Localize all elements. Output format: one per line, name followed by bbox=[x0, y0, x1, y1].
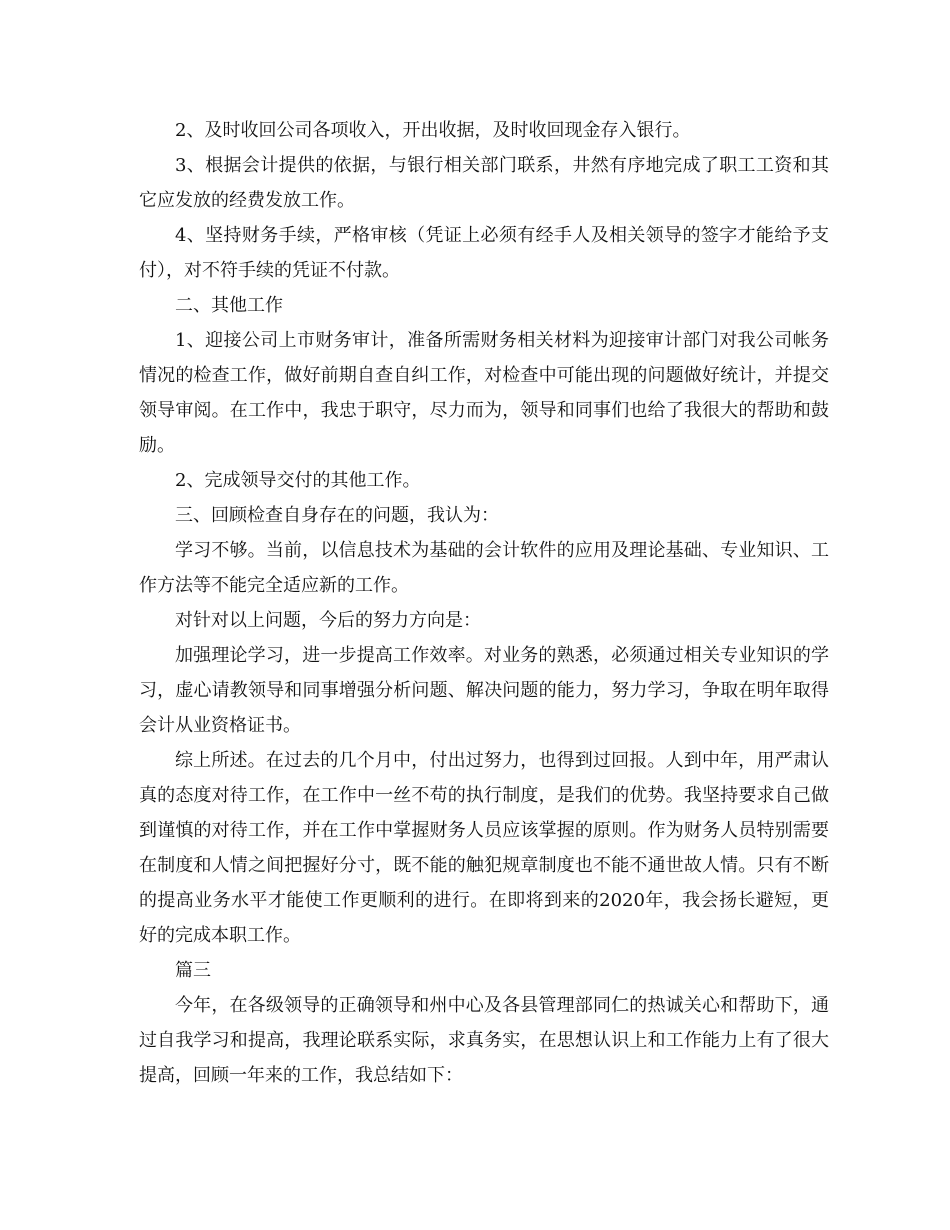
paragraph-direction-intro: 对针对以上问题，今后的努力方向是： bbox=[175, 610, 481, 631]
section-heading-review: 三、回顾检查自身存在的问题，我认为： bbox=[175, 505, 499, 526]
paragraph-insufficient-study: 学习不够。当前，以信息技术为基础的会计软件的应用及理论基础、专业知识、工作方法等不能完全适应新的工作。 bbox=[139, 540, 829, 596]
paragraph-other-tasks: 2、完成领导交付的其他工作。 bbox=[175, 470, 421, 491]
paragraph-audit: 1、迎接公司上市财务审计，准备所需财务相关材料为迎接审计部门对我公司帐务情况的检查工作，做好前期自查自纠工作，对检查中可能出现的问题做好统计，并提交领导审阅。在工作中，我忠于职守，尽力而为，领导和同事们也给了我很大的帮助和鼓励。 bbox=[139, 330, 829, 456]
document-body bbox=[139, 113, 829, 1093]
paragraph-strict-review: 4、坚持财务手续，严格审核（凭证上必须有经手人及相关领导的签字才能给予支付），对不符手续的凭证不付款。 bbox=[139, 225, 829, 281]
paragraph-summary: 综上所述。在过去的几个月中，付出过努力，也得到过回报。人到中年，用严肃认真的态度对待工作，在工作中一丝不苟的执行制度，是我们的优势。我坚持要求自己做到谨慎的对待工作，并在工作中掌握财务人员应该掌握的原则。作为财务人员特别需要在制度和人情之间把握好分寸，既不能的触犯规章制度也不能不通世故人情。只有不断的提高业务水平才能使工作更顺利的进行。在即将到来的2020年，我会扬长避短，更好的完成本职工作。 bbox=[139, 750, 829, 946]
section-heading-other-work: 二、其他工作 bbox=[175, 295, 283, 316]
section-heading-part-three: 篇三 bbox=[175, 960, 211, 981]
paragraph-salary-payment: 3、根据会计提供的依据，与银行相关部门联系，井然有序地完成了职工工资和其它应发放的经费发放工作。 bbox=[139, 155, 829, 211]
paragraph-income-collection: 2、及时收回公司各项收入，开出收据，及时收回现金存入银行。 bbox=[175, 120, 691, 141]
paragraph-annual-intro: 今年，在各级领导的正确领导和州中心及各县管理部同仁的热诚关心和帮助下，通过自我学习和提高，我理论联系实际，求真务实，在思想认识上和工作能力上有了很大提高，回顾一年来的工作，我总结如下： bbox=[139, 995, 829, 1086]
paragraph-strengthen-study: 加强理论学习，进一步提高工作效率。对业务的熟悉，必须通过相关专业知识的学习，虚心请教领导和同事增强分析问题、解决问题的能力，努力学习，争取在明年取得会计从业资格证书。 bbox=[139, 645, 829, 736]
